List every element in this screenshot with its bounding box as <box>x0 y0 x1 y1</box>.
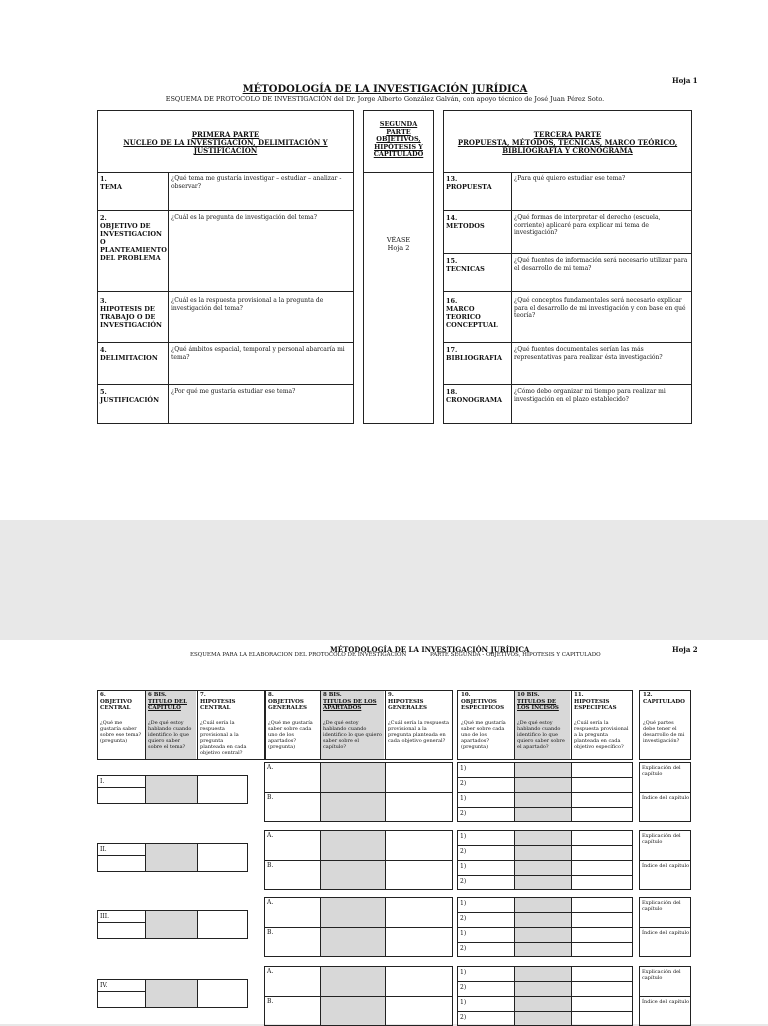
subitem-number: 2) <box>460 915 467 922</box>
subitem-separator <box>457 807 633 808</box>
subitem-number: 1) <box>460 969 467 976</box>
sheet2-label: Hoja 2 <box>672 645 698 654</box>
part3-row-question: ¿Para qué quiero estudiar ese tema? <box>514 175 626 182</box>
part1-row-question: ¿Qué ámbitos espacial, temporal y personal abarcaría mi tema? <box>171 346 345 361</box>
column-header-line: ESPECIFICAS <box>574 705 617 711</box>
column-header-line: 6 BIS. <box>148 692 167 698</box>
column-header-line: 8 BIS. <box>323 692 342 698</box>
part2-header: SEGUNDA PARTE OBJETIVOS, HIPÓTESIS Y CAPITULADO <box>373 120 424 158</box>
chapter-title-cell <box>145 911 197 938</box>
column-header-line: HIPOTESIS <box>388 698 424 705</box>
column-header-line: OBJETIVOS <box>268 698 304 705</box>
column-header <box>148 692 195 712</box>
part3-row-label <box>446 214 510 230</box>
subitem-number: 1) <box>460 930 467 937</box>
chapter-divider <box>197 910 198 939</box>
chapter-notes-separator <box>639 927 691 928</box>
part3-row-label <box>446 257 510 273</box>
part1-row-label-line: TEMA <box>100 183 123 191</box>
chapter-note: Índice del capítulo <box>642 999 690 1005</box>
part1-row-question: ¿Cuál es la respuesta provisional a la pregunta de investigación del tema? <box>171 297 324 312</box>
subitem-separator <box>457 1011 633 1012</box>
part3-row-label-line: METODOS <box>446 222 485 230</box>
chapter-number: II. <box>100 846 107 853</box>
part1-row-label-line: 4. <box>100 346 107 354</box>
column-header <box>643 692 686 705</box>
chapter-note: Índice del capítulo <box>642 863 690 869</box>
subitem-number: 2) <box>460 1014 467 1021</box>
column-header <box>200 692 247 712</box>
part3-row-question: ¿Qué fuentes de información será necesario utilizar para el desarrollo de mi tema? <box>514 257 688 272</box>
part3-row-label-line: 15. <box>446 257 458 265</box>
part1-row-label-line: 3. <box>100 297 107 305</box>
section-separator <box>264 792 453 793</box>
chapter-divider <box>145 979 146 1008</box>
part1-row-label <box>100 214 166 262</box>
part3-row-label-line: 16. <box>446 297 458 305</box>
part3-row-label <box>446 175 510 191</box>
header-divider <box>197 690 198 760</box>
part3-row-question: ¿Qué conceptos fundamentales será necesario explicar para el desarrollo de mi investigación y con base en qué teoría? <box>514 297 686 319</box>
column-question: ¿De qué estoy hablando cuando identifico lo que quiero saber sobre el capítulo? <box>323 720 382 750</box>
part1-table <box>97 110 354 424</box>
subitem-separator <box>457 996 633 997</box>
column-header-line: APARTADOS <box>323 705 362 711</box>
sheet2-subtitle-right: PARTE SEGUNDA - OBJETIVOS, HIPOTESIS Y CAPITULADO <box>430 652 601 658</box>
chapter-divider <box>197 843 198 872</box>
part3-row-label-line: 18. <box>446 388 458 396</box>
section-letter: A. <box>267 899 274 906</box>
chapter-note: Explicación del capítulo <box>642 833 681 845</box>
chapter-note: Explicación del capítulo <box>642 969 681 981</box>
section-separator <box>264 996 453 997</box>
column-question: ¿Cuál sería la respuesta provisional a la pregunta planteada en cada objetivo específico? <box>574 720 629 750</box>
part3-row-question: ¿Qué formas de interpretar el derecho (escuela, corriente) aplicaré para explicar mi tema de investigación? <box>514 214 661 236</box>
column-header-line: 9. <box>388 692 394 698</box>
column-header-line: OBJETIVO <box>100 698 132 705</box>
chapter-divider <box>197 979 198 1008</box>
chapter-note: Índice del capítulo <box>642 930 690 936</box>
chapter-notes-separator <box>639 996 691 997</box>
chapter-note: Explicación del capítulo <box>642 765 681 777</box>
part1-row-label <box>100 175 166 191</box>
part1-row-label-line: 5. <box>100 388 107 396</box>
part3-row-label-line: PROPUESTA <box>446 183 492 191</box>
part3-row-label-line: 17. <box>446 346 458 354</box>
chapter-title-cell <box>145 844 197 871</box>
part1-row-label-line: TRABAJO O DE <box>100 313 156 321</box>
column-header-line: TITULO DEL <box>148 698 187 705</box>
subitem-number: 2) <box>460 984 467 991</box>
column-question: ¿Qué partes debe tener el desarrollo de mi investigación? <box>643 720 685 744</box>
part1-row-label-line: INVESTIGACION O <box>100 230 162 246</box>
subitem-number: 1) <box>460 999 467 1006</box>
column-header-line: TITULOS DE <box>517 698 557 705</box>
column-header-line: CAPITULADO <box>643 698 685 705</box>
subitem-number: 1) <box>460 863 467 870</box>
part1-row-label-line: DELIMITACION <box>100 354 158 362</box>
section-letter: A. <box>267 832 274 839</box>
column-header-line: GENERALES <box>388 705 427 711</box>
chapter-note: Explicación del capítulo <box>642 900 681 912</box>
column-header <box>268 692 318 712</box>
column-question: ¿Cuál sería la respuesta provisional a la pregunta planteada en cada objetivo general? <box>388 720 450 744</box>
subitem-number: 1) <box>460 900 467 907</box>
subitem-separator <box>457 981 633 982</box>
chapter-underline <box>97 855 145 856</box>
column-header-line: LOS INCISOS <box>517 705 559 711</box>
part3-row-label-line: BIBLIOGRAFIA <box>446 354 502 362</box>
document-title: MÉTODOLOGÍA DE LA INVESTIGACIÓN JURÍDICA <box>242 84 528 95</box>
column-header-line: CENTRAL <box>100 705 131 711</box>
column-header-line: GENERALES <box>268 705 307 711</box>
subitem-number: 1) <box>460 765 467 772</box>
subitem-number: 2) <box>460 780 467 787</box>
chapter-notes-separator <box>639 860 691 861</box>
chapter-number: III. <box>100 913 110 920</box>
chapter-title-cell <box>145 980 197 1007</box>
part3-row-label <box>446 346 510 362</box>
subitem-separator <box>457 927 633 928</box>
section-separator <box>264 860 453 861</box>
column-question: ¿Qué me gustaría saber sobre cada uno de los apartados? (pregunta) <box>268 720 313 750</box>
chapter-number: IV. <box>100 982 108 989</box>
part1-row-label <box>100 346 166 362</box>
part1-row-label-line: INVESTIGACIÓN <box>100 321 162 329</box>
part3-row-label <box>446 297 510 329</box>
part1-row-label-line: 2. <box>100 214 107 222</box>
subitem-separator <box>457 875 633 876</box>
column-header-line: 8. <box>268 692 274 698</box>
part3-row-label-line: CONCEPTUAL <box>446 321 498 329</box>
sheet2-subtitle-left: ESQUEMA PARA LA ELABORACION DEL PROTOCOLO DE INVESTIGACION <box>190 652 407 658</box>
sheet-label: Hoja 1 <box>672 76 698 85</box>
column-question: ¿Qué me gustaría saber sobre cada uno de los apartados? (pregunta) <box>461 720 506 750</box>
chapter-underline <box>97 922 145 923</box>
chapter-title-cell <box>145 776 197 803</box>
subitem-number: 1) <box>460 795 467 802</box>
document-subtitle: ESQUEMA DE PROTOCOLO DE INVESTIGACIÓN del Dr. Jorge Alberto González Galván, con apoyo técnico de José Juan Pérez Soto. <box>165 95 605 103</box>
part3-row-label <box>446 388 510 404</box>
chapter-notes-separator <box>639 792 691 793</box>
column-header-line: 7. <box>200 692 206 698</box>
part2-see-sheet: VÉASE Hoja 2 <box>386 236 411 252</box>
column-question: ¿Cuál sería la respuesta provisional a la pregunta planteada en cada objetivo central? <box>200 720 247 756</box>
section-letter: B. <box>267 929 274 936</box>
subitem-separator <box>457 777 633 778</box>
column-question: ¿De qué estoy hablando cuando identifico lo que quiero saber sobre el tema? <box>148 720 192 750</box>
chapter-note: Índice del capítulo <box>642 795 690 801</box>
section-separator <box>264 927 453 928</box>
subitem-separator <box>457 845 633 846</box>
header-divider <box>571 690 572 760</box>
part1-row-label-line: JUSTIFICACIÓN <box>100 396 160 404</box>
part3-row-label-line: 14. <box>446 214 458 222</box>
column-question: ¿Qué me gustaría saber sobre ese tema? (pregunta) <box>100 720 142 744</box>
column-header <box>323 692 383 712</box>
chapter-divider <box>145 775 146 804</box>
part1-row-label <box>100 297 166 329</box>
subitem-separator <box>457 860 633 861</box>
column-header-line: TITULOS DE LOS <box>323 698 377 705</box>
section-letter: B. <box>267 998 274 1005</box>
part3-row-label-line: CRONOGRAMA <box>446 396 503 404</box>
part1-row-label-line: HIPOTESIS DE <box>100 305 155 313</box>
subitem-number: 2) <box>460 945 467 952</box>
chapter-underline <box>97 787 145 788</box>
subitem-number: 2) <box>460 848 467 855</box>
subitem-separator <box>457 942 633 943</box>
chapter-divider <box>145 910 146 939</box>
column-header-line: CENTRAL <box>200 705 231 711</box>
chapter-divider <box>197 775 198 804</box>
page-hoja-2 <box>0 640 768 1024</box>
part1-row-label-line: PLANTEAMIENTO <box>100 246 167 254</box>
part3-header: TERCERA PARTE PROPUESTA, MÉTODOS, TÉCNICAS, MARCO TEÓRICO, BIBLIOGRAFÍA Y CRONOGRAMA <box>457 130 678 155</box>
column-header <box>574 692 631 712</box>
sheet2-title: MÉTODOLOGÍA DE LA INVESTIGACIÓN JURÍDICA <box>330 645 530 654</box>
subitem-number: 2) <box>460 878 467 885</box>
header-divider <box>385 690 386 760</box>
chapter-underline <box>97 991 145 992</box>
part3-row-label-line: TECNICAS <box>446 265 485 273</box>
column-header-line: ESPECIFICOS <box>461 705 505 711</box>
subitem-separator <box>457 912 633 913</box>
chapter-number: I. <box>100 778 105 785</box>
part3-row-label-line: 13. <box>446 175 458 183</box>
part1-row-label-line: DEL PROBLEMA <box>100 254 161 262</box>
column-header-line: HIPOTESIS <box>200 698 236 705</box>
part1-row-label-line: OBJETIVO DE <box>100 222 151 230</box>
section-letter: A. <box>267 764 274 771</box>
subitem-number: 2) <box>460 810 467 817</box>
part3-row-label-line: MARCO <box>446 305 475 313</box>
column-header <box>388 692 450 712</box>
part3-row-question: ¿Cómo debo organizar mi tiempo para realizar mi investigación en el plazo establecido? <box>514 388 666 403</box>
part3-row-question: ¿Qué fuentes documentales serían las más representativas para realizar ésta investigación? <box>514 346 663 361</box>
part1-row-label <box>100 388 166 404</box>
section-letter: B. <box>267 794 274 801</box>
part1-header: PRIMERA PARTE NUCLEO DE LA INVESTIGACIÓN, DELIMITACIÓN Y JUSTIFICACIÓN <box>123 130 328 155</box>
column-header <box>517 692 569 712</box>
column-question: ¿De qué estoy hablando cuando identifico lo que quiero saber sobre el apartado? <box>517 720 565 750</box>
section-letter: A. <box>267 968 274 975</box>
column-header-line: CAPITULO <box>148 705 181 711</box>
column-header-line: 6. <box>100 692 106 698</box>
part1-row-question: ¿Cuál es la pregunta de investigación del tema? <box>171 214 317 221</box>
subitem-number: 1) <box>460 833 467 840</box>
part1-row-question: ¿Qué tema me gustaría investigar – estudiar – analizar - observar? <box>171 175 342 190</box>
column-header <box>100 692 143 712</box>
part1-row-question: ¿Por qué me gustaría estudiar ese tema? <box>171 388 296 395</box>
part1-row-label-line: 1. <box>100 175 107 183</box>
chapter-divider <box>145 843 146 872</box>
column-header-line: 11. <box>574 692 584 698</box>
column-header-line: 10. <box>461 692 471 698</box>
column-header-line: HIPOTESIS <box>574 698 610 705</box>
subitem-separator <box>457 792 633 793</box>
section-letter: B. <box>267 862 274 869</box>
column-header-line: 10 BIS. <box>517 692 540 698</box>
column-header-line: OBJETIVOS <box>461 698 497 705</box>
column-header <box>461 692 512 712</box>
part3-row-label-line: TEORICO <box>446 313 481 321</box>
column-header-line: 12. <box>643 692 653 698</box>
